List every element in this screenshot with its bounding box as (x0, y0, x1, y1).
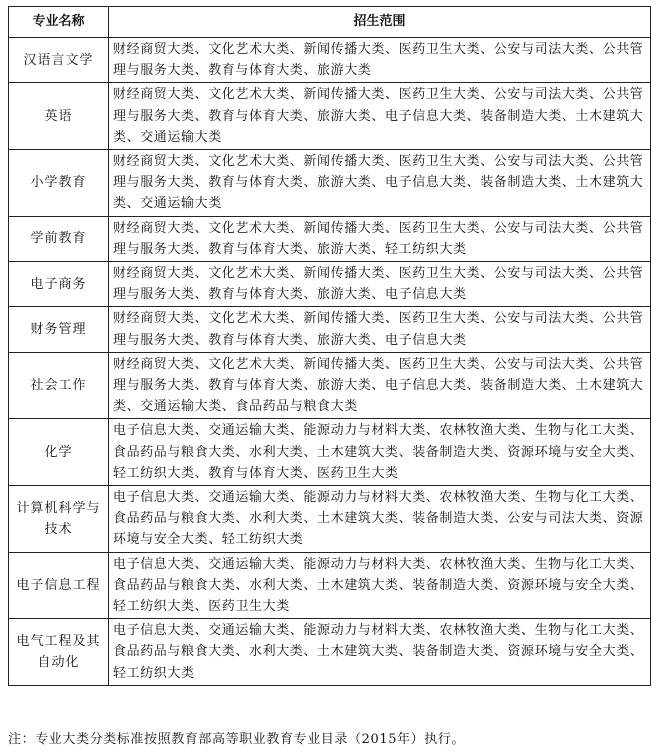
admission-scope-table (8, 6, 651, 686)
major-name-cell: 化学 (9, 419, 109, 486)
scope-cell: 电子信息大类、交通运输大类、能源动力与材料大类、农林牧渔大类、生物与化工大类、食品药品与粮食大类、水利大类、土木建筑大类、装备制造大类、资源环境与安全大类、轻工纺织大类、教育与体育大类、医药卫生大类 (109, 419, 651, 486)
footnote: 注：专业大类分类标准按照教育部高等职业教育专业目录（2015年）执行。 (8, 732, 466, 747)
major-name-cell: 汉语言文学 (9, 38, 109, 83)
scope-cell: 财经商贸大类、文化艺术大类、新闻传播大类、医药卫生大类、公安与司法大类、公共管理与服务大类、教育与体育大类、旅游大类、电子信息大类、装备制造大类、土木建筑大类、交通运输大类、食品药品与粮食大类 (109, 352, 651, 419)
major-name-cell: 电子商务 (9, 262, 109, 307)
scope-cell: 财经商贸大类、文化艺术大类、新闻传播大类、医药卫生大类、公安与司法大类、公共管理与服务大类、教育与体育大类、旅游大类、轻工纺织大类 (109, 216, 651, 261)
major-name-cell: 计算机科学与技术 (9, 486, 109, 553)
scope-cell: 财经商贸大类、文化艺术大类、新闻传播大类、医药卫生大类、公安与司法大类、公共管理与服务大类、教育与体育大类、旅游大类、电子信息大类、装备制造大类、土木建筑大类、交通运输大类 (109, 150, 651, 217)
table-header-row (9, 7, 651, 38)
table-row (9, 352, 651, 419)
major-name-cell: 学前教育 (9, 216, 109, 261)
table-row (9, 150, 651, 217)
scope-cell: 电子信息大类、交通运输大类、能源动力与材料大类、农林牧渔大类、生物与化工大类、食品药品与粮食大类、水利大类、土木建筑大类、装备制造大类、资源环境与安全大类、轻工纺织大类 (109, 619, 651, 686)
major-name-cell: 英语 (9, 83, 109, 150)
table-row (9, 216, 651, 261)
major-name-cell: 小学教育 (9, 150, 109, 217)
major-name-cell: 社会工作 (9, 352, 109, 419)
table-row (9, 552, 651, 619)
table-row (9, 486, 651, 553)
header-admission-scope: 招生范围 (109, 7, 651, 38)
header-major-name: 专业名称 (9, 7, 109, 38)
scope-cell: 财经商贸大类、文化艺术大类、新闻传播大类、医药卫生大类、公安与司法大类、公共管理与服务大类、教育与体育大类、旅游大类 (109, 38, 651, 83)
major-name-cell: 电气工程及其自动化 (9, 619, 109, 686)
table-row (9, 38, 651, 83)
table-row (9, 419, 651, 486)
scope-cell: 财经商贸大类、文化艺术大类、新闻传播大类、医药卫生大类、公安与司法大类、公共管理与服务大类、教育与体育大类、旅游大类、电子信息大类、装备制造大类、土木建筑大类、交通运输大类 (109, 83, 651, 150)
major-name-cell: 电子信息工程 (9, 552, 109, 619)
table-row (9, 619, 651, 686)
scope-cell: 电子信息大类、交通运输大类、能源动力与材料大类、农林牧渔大类、生物与化工大类、食品药品与粮食大类、水利大类、土木建筑大类、装备制造大类、公安与司法大类、资源环境与安全大类、轻工纺织大类 (109, 486, 651, 553)
table-row (9, 262, 651, 307)
scope-cell: 财经商贸大类、文化艺术大类、新闻传播大类、医药卫生大类、公安与司法大类、公共管理与服务大类、教育与体育大类、旅游大类、电子信息大类 (109, 262, 651, 307)
table-row (9, 83, 651, 150)
scope-cell: 财经商贸大类、文化艺术大类、新闻传播大类、医药卫生大类、公安与司法大类、公共管理与服务大类、教育与体育大类、旅游大类、电子信息大类 (109, 307, 651, 352)
scope-cell: 电子信息大类、交通运输大类、能源动力与材料大类、农林牧渔大类、生物与化工大类、食品药品与粮食大类、水利大类、土木建筑大类、装备制造大类、资源环境与安全大类、轻工纺织大类、医药卫生大类 (109, 552, 651, 619)
table-row (9, 307, 651, 352)
major-name-cell: 财务管理 (9, 307, 109, 352)
